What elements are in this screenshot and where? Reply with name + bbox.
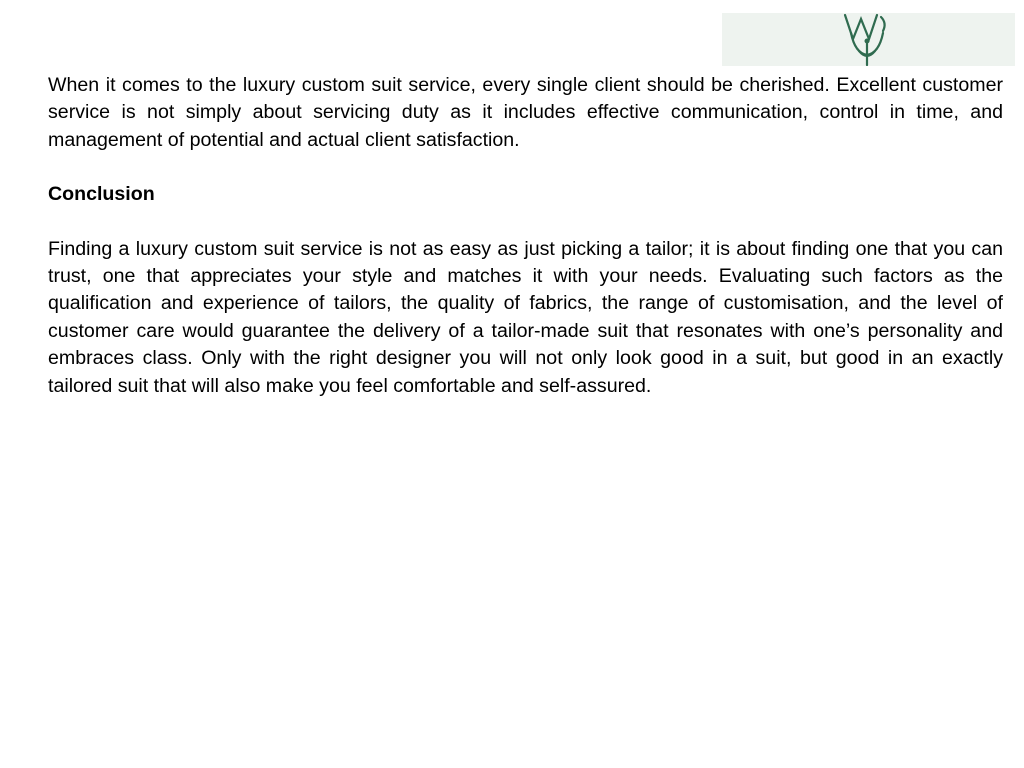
monogram-logo-icon: [837, 13, 897, 66]
logo-banner: [722, 13, 1015, 66]
section-heading: Conclusion: [48, 183, 155, 206]
body-paragraph: When it comes to the luxury custom suit service, every single client should be cherished. Excellent customer service is not simply about servicing duty as it includes effective communication, control in time, and management of potential and actual client satisfaction.: [48, 74, 1003, 151]
document-body: [48, 72, 1003, 400]
body-paragraph: Finding a luxury custom suit service is not as easy as just picking a tailor; it is about finding one that you can trust, one that appreciates your style and matches it with your needs. Evaluating such factors as the qualification and experience of tailors, the quality of fabrics, the range of customisation, and the level of customer care would guarantee the delivery of a tailor-made suit that resonates with one’s personality and embraces class. Only with the right designer you will not only look good in a suit, but good in an exactly tailored suit that will also make you feel comfortable and self-assured.: [48, 237, 1003, 397]
